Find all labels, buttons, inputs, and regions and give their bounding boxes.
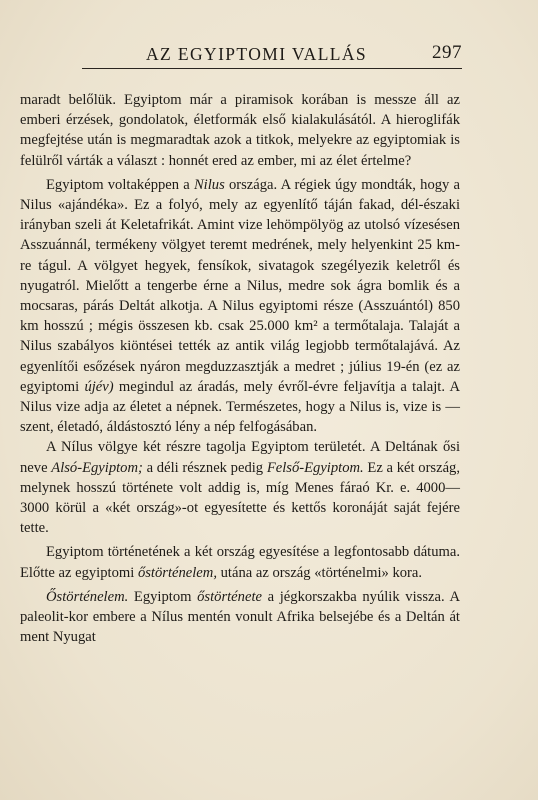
text-run: a jégkorszakba nyúlik vissza. A paleolit-kor embere a Nílus mentén vonult Afrika belsejébe és a Deltán át ment Nyugat (20, 588, 460, 646)
paragraph (20, 90, 460, 171)
text-run: utána az ország «történelmi» kora. (216, 564, 423, 581)
paragraph (20, 175, 460, 438)
italic-run: újév) (84, 378, 114, 395)
italic-run: Nilus (193, 176, 225, 193)
text-run: Egyiptom (128, 588, 198, 605)
italic-run: Alsó-Egyiptom; (51, 459, 143, 476)
paragraph (20, 437, 460, 538)
body-text (20, 90, 460, 647)
text-run: a déli résznek pedig (142, 459, 267, 476)
text-run: Egyiptom történetének a két ország egyesítése a legfontosabb dátuma. Előtte az egyiptomi (20, 544, 460, 581)
text-run: megindul az áradás, mely évről-évre feljavítja a talajt. A Nilus vize adja az életet a népnek. Természetes, hogy a Nilus is, vize is — szent, életadó, áldástosztó lény a nép felfogásában. (20, 378, 460, 436)
paragraph (20, 587, 460, 648)
text-run: Egyiptom voltaképpen a (46, 176, 194, 193)
page-number: 297 (432, 42, 462, 63)
italic-run: Felső-Egyiptom. (266, 459, 364, 476)
text-run: országa. A régiek úgy mondták, hogy a Nilus «ajándéka». Ez a folyó, mely az egyenlítő táján fakad, dél-északi irányban szeli át Keletafrikát. Amint vize lehömpölyög az utolsó vízesésen Asszuánnál, termékeny völgyet teremt medrének, mely helyenkint 25 km-re tágul. A völgyet hegyek, fensíkok, sivatagok szegélyezik keletről és nyugatról. Mielőtt a tengerbe érne a Nilus, medre sok ágra bomlik és a mocsaras, párás Deltát alkotja. A Nilus egyiptomi része (Asszuántól) 850 km hosszú ; mégis összesen kb. csak 25.000 km² a termőtalaja. Talaját a Nilus szabályos kiöntései tették az antik világ legjobb termőtalajává. Az egyenlítői esőzések nyáron megduzzasztják a medret ; július 19-én (ez az egyiptomi (20, 176, 461, 395)
text-run: A Nílus völgye két részre tagolja Egyiptom területét. A Deltának ősi neve (20, 439, 460, 476)
running-head: AZ EGYIPTOMI VALLÁS (146, 44, 368, 64)
text-run: Ez a két ország, melynek hosszú története volt addig is, míg Menes fáraó Kr. e. 4000—3000 körül a «két ország»-ot egyesítette és kettős koronáját saját fejére tette. (20, 459, 461, 537)
text-run: maradt belőlük. Egyiptom már a piramisok korában is messze áll az emberi érzések, gondolatok, életformák első kialakulásától. A hieroglifák megfejtése után is megmaradtak azok a titkok, melyekre az egyiptomiak is felülről várták a választ : honnét ered az ember, mi az élet értelme? (20, 92, 460, 169)
italic-run: őstörténelem, (137, 564, 217, 581)
paragraph (20, 542, 460, 582)
italic-run: őstörténete (197, 588, 262, 605)
italic-run: Őstörténelem. (46, 588, 129, 605)
page-header (82, 42, 462, 69)
